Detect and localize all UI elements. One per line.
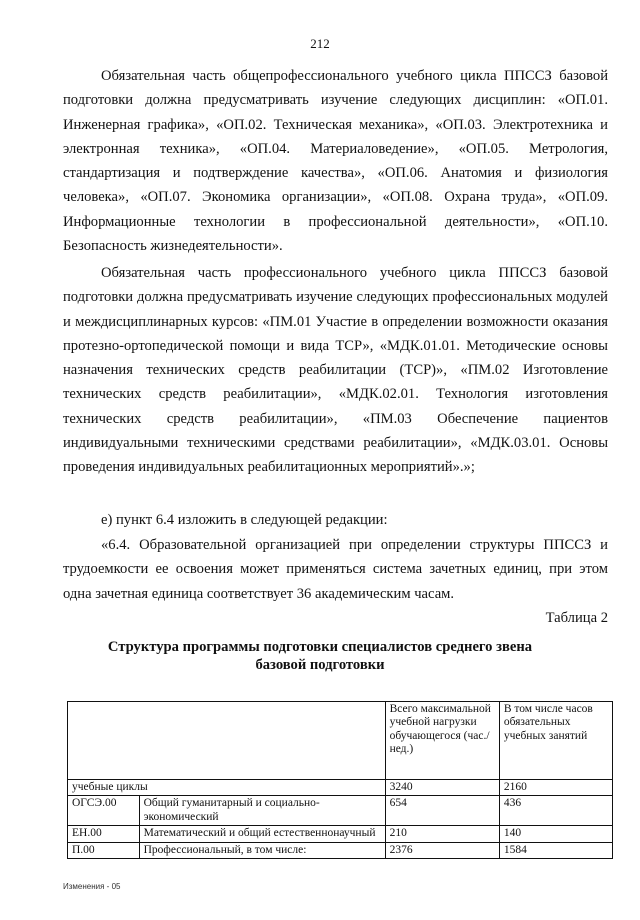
table-row xyxy=(68,826,613,842)
paragraph-professional-cycle: Обязательная часть профессионального учебного цикла ППССЗ базовой подготовки должна предусматривать изучение следующих профессиональных модулей и междисциплинарных курсов: «ПМ.01 Участие в определении возможности оказания протезно-ортопедической помощи и вида ТСР», «МДК.01.01. Методические основы назначения технических средств реабилитации (ТСР)», «ПМ.02 Изготовление технических средств реабилитации», «МДК.02.01. Технология изготовления технических средств реабилитации», «ПМ.03 Обеспечение пациентов индивидуальными техническими средствами реабилитации», «МДК.03.01. Основы проведения индивидуальных реабилитационных мероприятий».»; xyxy=(63,265,608,476)
row-total-cell: 2376 xyxy=(385,842,499,858)
row-name-cell: Общий гуманитарный и социально-экономический xyxy=(139,796,385,826)
row-total-cell: 210 xyxy=(385,826,499,842)
table-row xyxy=(68,796,613,826)
row-name-cell: Профессиональный, в том числе: xyxy=(139,842,385,858)
table-summary-row xyxy=(68,780,613,796)
header-total-cell: Всего максимальной учебной нагрузки обучающегося (час./нед.) xyxy=(385,702,499,780)
paragraph-item-e: е) пункт 6.4 изложить в следующей редакции: xyxy=(101,512,388,528)
row-required-cell: 140 xyxy=(499,826,612,842)
summary-label-cell: учебные циклы xyxy=(68,780,386,796)
table-header-row xyxy=(68,702,613,780)
paragraph-6-4: «6.4. Образовательной организацией при определении структуры ППССЗ и трудоемкости ее освоения может применяться система зачетных единиц, при этом одна зачетная единица соответствует 36 академическим часам. xyxy=(63,537,608,602)
header-required-cell: В том числе часов обязательных учебных занятий xyxy=(499,702,612,780)
table-row xyxy=(68,842,613,858)
summary-required-cell: 2160 xyxy=(499,780,612,796)
row-required-cell: 1584 xyxy=(499,842,612,858)
table-title-line-1: Структура программы подготовки специалистов среднего звена xyxy=(107,639,533,655)
paragraph-general-cycle: Обязательная часть общепрофессионального учебного цикла ППССЗ базовой подготовки должна предусматривать изучение следующих дисциплин: «ОП.01. Инженерная графика», «ОП.02. Техническая механика», «ОП.03. Электротехника и электронная техника», «ОП.04. Материаловедение», «ОП.05. Метрология, стандартизация и подтверждение качества», «ОП.06. Анатомия и физиология человека», «ОП.07. Экономика организации», «ОП.08. Охрана труда», «ОП.09. Информационные технологии в профессиональной деятельности», «ОП.10. Безопасность жизнедеятельности». xyxy=(63,68,608,255)
row-name-cell: Математический и общий естественнонаучный xyxy=(139,826,385,842)
row-code-cell: П.00 xyxy=(68,842,140,858)
page-number: 212 xyxy=(310,36,330,51)
summary-total-cell: 3240 xyxy=(385,780,499,796)
header-empty-cell xyxy=(68,702,386,780)
row-required-cell: 436 xyxy=(499,796,612,826)
table-title-line-2: базовой подготовки xyxy=(255,657,385,673)
row-code-cell: ЕН.00 xyxy=(68,826,140,842)
row-code-cell: ОГСЭ.00 xyxy=(68,796,140,826)
table-title xyxy=(0,638,640,674)
structure-table xyxy=(67,701,613,859)
table-caption: Таблица 2 xyxy=(545,610,608,626)
footer-note: Изменения - 05 xyxy=(63,882,121,891)
row-total-cell: 654 xyxy=(385,796,499,826)
